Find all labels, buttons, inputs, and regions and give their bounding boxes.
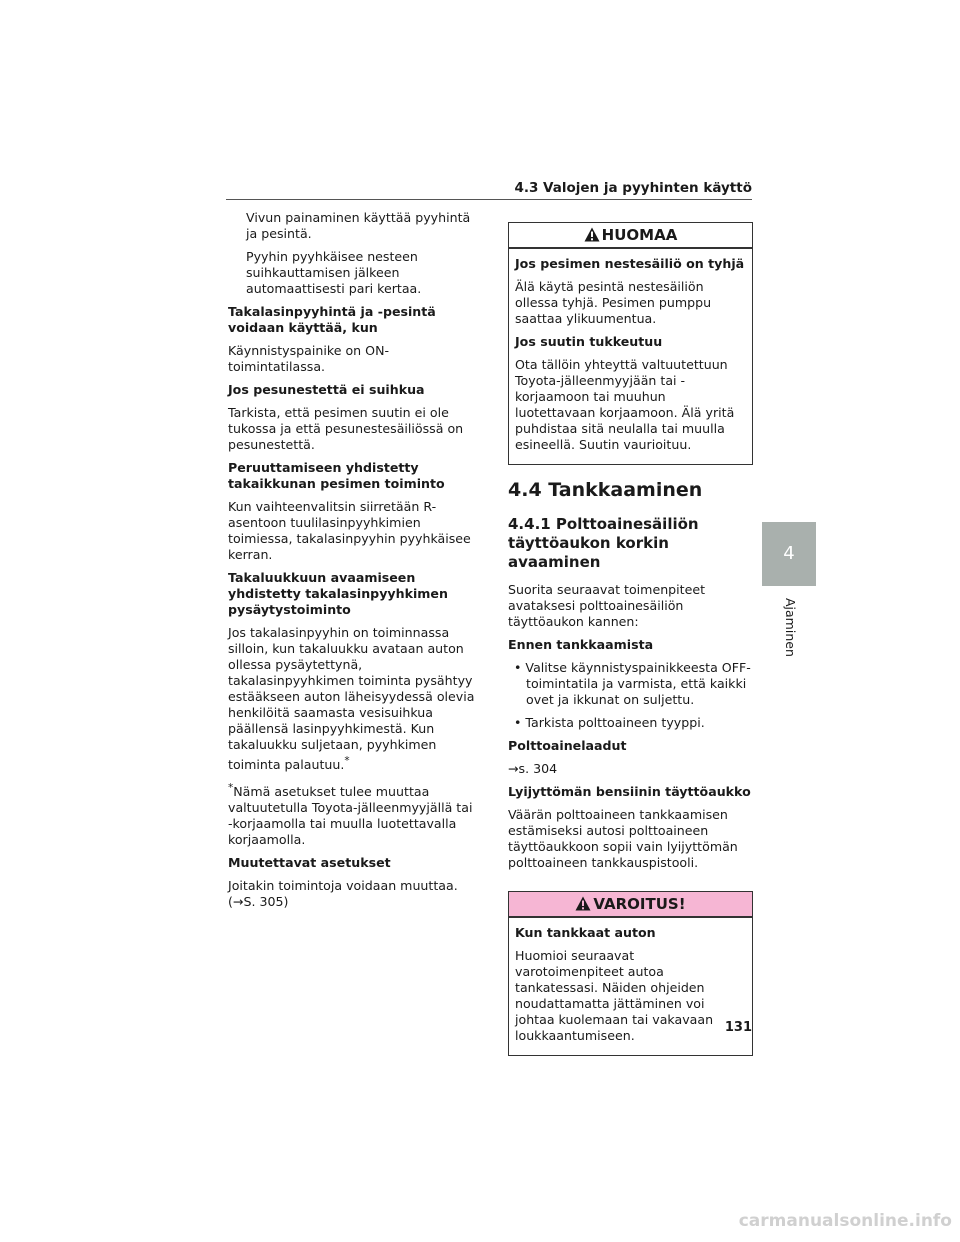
warning-header xyxy=(509,892,752,918)
page-reference: →s. 304 xyxy=(508,761,558,776)
list-item: • Tarkista polttoaineen tyyppi. xyxy=(514,715,705,730)
notice-paragraph: Ota tällöin yhteyttä valtuutettuun Toyota-jälleenmyyjään tai -korjaamoon tai muuhun luotettavaan korjaamoon. Älä yritä puhdistaa sitä neulalla tai muulla esineellä. Suutin vaurioituu. xyxy=(515,357,735,452)
notice-subheading: Jos suutin tukkeutuu xyxy=(515,334,663,349)
paragraph: Käynnistyspainike on ON-toimintatilassa. xyxy=(228,343,390,374)
paragraph xyxy=(228,625,478,773)
subheading: Peruuttamiseen yhdistetty takaikkunan pesimen toiminto xyxy=(228,460,445,491)
paragraph-text: Jos takalasinpyyhin on toiminnassa silloin, kun takaluukku avataan auton ollessa pysäytettynä, takalasinpyyhkimen toiminta pysähtyy estääkseen auton läheisyydessä olevia henkilöitä saamasta vesisuihkua päällensä lasinpyyhkimestä. Kun takaluukku suljetaan, pyyhkimen toiminta palautuu. xyxy=(228,625,475,773)
footnote-mark: * xyxy=(344,755,350,767)
warning-subheading: Kun tankkaat auton xyxy=(515,925,656,940)
paragraph: Pyyhin pyyhkäisee nesteen suihkauttamisen jälkeen automaattisesti pari kertaa. xyxy=(246,249,422,296)
warning-title: VAROITUS! xyxy=(593,895,686,913)
subheading: Takaluukkuun avaamiseen yhdistetty takalasinpyyhkimen pysäytystoiminto xyxy=(228,570,448,617)
list-item: • Valitse käynnistyspainikkeesta OFF-toimintatila ja varmista, että kaikki ovet ja ikkunat on suljettu. xyxy=(514,660,751,707)
warning-paragraph: Huomioi seuraavat varotoimenpiteet autoa tankatessasi. Näiden ohjeiden noudattamatta jättäminen voi johtaa kuolemaan tai vakavaan loukkaantumiseen. xyxy=(515,948,714,1043)
paragraph: Tarkista, että pesimen suutin ei ole tukossa ja että pesunestesäiliössä on pesunestettä. xyxy=(228,405,464,452)
subheading: Ennen tankkaamista xyxy=(508,637,654,652)
footnote-text: Nämä asetukset tulee muuttaa valtuutetulla Toyota-jälleenmyyjällä tai -korjaamolla tai muulla luotettavalla korjaamolla. xyxy=(228,784,473,848)
subheading: Takalasinpyyhintä ja -pesintä voidaan käyttää, kun xyxy=(228,304,436,335)
warning-triangle-icon xyxy=(575,896,591,911)
page-number: 131 xyxy=(724,1020,752,1035)
paragraph: Väärän polttoaineen tankkaamisen estämiseksi autosi polttoaineen täyttöaukkoon sopii vain lyijyttömän polttoaineen tankkauspistooli. xyxy=(508,807,738,870)
subheading: Lyijyttömän bensiinin täyttöaukko xyxy=(508,784,751,799)
subheading: Muutettavat asetukset xyxy=(228,855,391,871)
section-subtitle: 4.4.1 Polttoainesäiliön täyttöaukon korkin avaaminen xyxy=(508,515,699,571)
paragraph: Suorita seuraavat toimenpiteet avataksesi polttoainesäiliön täyttöaukon kannen: xyxy=(508,582,706,629)
notice-subheading: Jos pesimen nestesäiliö on tyhjä xyxy=(515,256,745,271)
warning-triangle-icon xyxy=(584,227,600,242)
right-column xyxy=(508,222,753,1070)
subheading: Jos pesunestettä ei suihkua xyxy=(228,382,425,397)
notice-title: HUOMAA xyxy=(601,226,678,244)
chapter-label-text: Ajaminen xyxy=(783,598,798,657)
notice-paragraph: Älä käytä pesintä nestesäiliön ollessa tyhjä. Pesimen pumppu saattaa ylikuumentua. xyxy=(515,279,712,326)
page-header: 4.3 Valojen ja pyyhinten käyttö xyxy=(514,180,752,196)
header-divider xyxy=(226,199,752,200)
paragraph: Kun vaihteenvalitsin siirretään R-asentoon tuulilasinpyyhkimien toimiessa, takalasinpyyhin pyyhkäisee kerran. xyxy=(228,499,471,562)
notice-header xyxy=(509,223,752,249)
left-column xyxy=(228,210,478,917)
chapter-tab: 4 xyxy=(762,522,816,586)
footnote xyxy=(228,780,478,848)
paragraph: Vivun painaminen käyttää pyyhintä ja pesintä. xyxy=(246,210,471,241)
chapter-label xyxy=(760,598,820,658)
footnote-mark: * xyxy=(228,782,234,795)
footer-watermark: carmanualsonline.info xyxy=(738,1211,952,1231)
section-title: 4.4 Tankkaaminen xyxy=(508,479,703,501)
notice-body xyxy=(509,249,752,464)
subheading: Polttoainelaadut xyxy=(508,738,627,753)
notice-box xyxy=(508,222,753,465)
paragraph: Joitakin toimintoja voidaan muuttaa. (→S. 305) xyxy=(228,878,458,910)
